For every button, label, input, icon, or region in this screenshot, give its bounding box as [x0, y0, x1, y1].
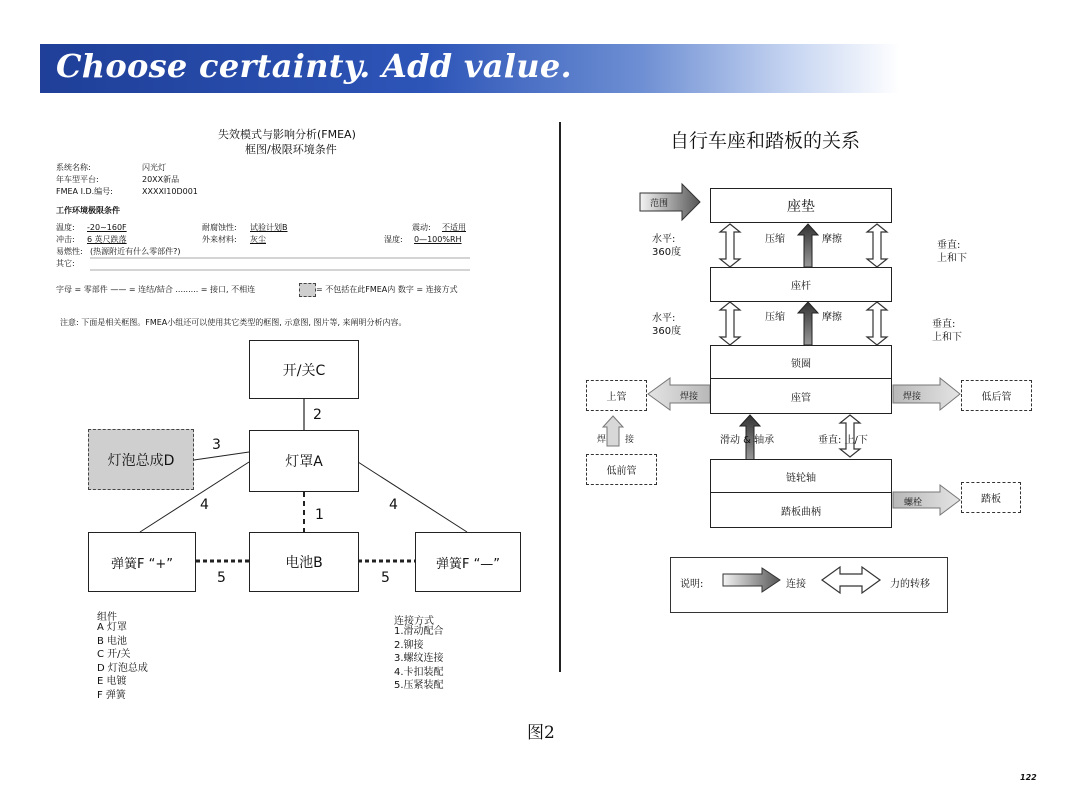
connection-item: 2.铆接	[394, 639, 424, 651]
fmea-id-label: FMEA I.D.编号:	[56, 187, 113, 196]
other-label: 其它:	[56, 259, 75, 268]
block-seatpost: 座杆	[710, 267, 892, 302]
horizontal-label-2b: 360度	[652, 326, 682, 337]
platform-value: 20XX新品	[142, 175, 180, 184]
legend-label: 说明:	[680, 579, 704, 590]
note-text: 注意: 下面是相关框图。FMEA小组还可以使用其它类型的框图, 示意图, 图片等, 来阐明分析内容。	[60, 318, 407, 327]
component-item: A 灯罩	[97, 622, 128, 633]
fmea-title-line1: 失效模式与影响分析(FMEA)	[218, 128, 356, 141]
vibration-label: 震动:	[412, 223, 431, 232]
legend-connect: 连接	[786, 579, 806, 590]
compress-label-1: 压缩	[765, 234, 785, 245]
connections-title: 连接方式	[394, 616, 434, 627]
humidity-value: 0—100%RH	[414, 235, 462, 244]
page-number: 122	[1020, 773, 1037, 782]
component-item: F 弹簧	[97, 689, 126, 701]
foreign-label: 外来材料:	[202, 235, 237, 244]
connection-item: 5.压紧装配	[394, 680, 444, 691]
vertical-label-2b: 上和下	[932, 332, 962, 343]
vertical-label-1b: 上和下	[937, 253, 967, 264]
horizontal-label-1b: 360度	[652, 247, 682, 258]
friction-label-2: 摩擦	[822, 312, 842, 323]
block-pedal: 踏板	[961, 482, 1021, 513]
block-chainstay: 低后管	[961, 380, 1032, 411]
horizontal-label-2a: 水平:	[652, 313, 676, 324]
clamp-label: 范围	[650, 199, 669, 209]
connection-item: 1.滑动配合	[394, 626, 444, 637]
fmea-id-value: XXXXI10D001	[142, 187, 198, 196]
edge-label-5-left: 5	[217, 570, 226, 586]
block-spring-minus: 弹簧F “—”	[415, 532, 521, 592]
horizontal-label-1a: 水平:	[652, 234, 676, 245]
block-switch-c: 开/关C	[249, 340, 359, 399]
impact-label: 冲击:	[56, 235, 75, 244]
edge-label-3: 3	[212, 437, 221, 453]
connection-item: 3.螺纹连接	[394, 653, 444, 664]
thread-label: 螺栓	[904, 498, 923, 508]
weld-label-right: 焊接	[903, 392, 922, 402]
flammability-value: (热源附近有什么零部件?)	[90, 247, 181, 256]
weld-label-down-b: 接	[625, 435, 635, 445]
block-battery-b: 电池B	[249, 532, 359, 592]
vertical-ud-label: 垂直: 上/下	[818, 435, 868, 446]
block-lock-ring: 锁圈	[710, 345, 892, 379]
block-lamp-a: 灯罩A	[249, 430, 359, 492]
corrosion-value: 试验计划B	[250, 223, 288, 232]
edge-label-4-right: 4	[389, 497, 398, 513]
temp-value: -20~160F	[87, 223, 127, 232]
block-top-tube: 上管	[586, 380, 647, 411]
foreign-value: 灰尘	[250, 235, 266, 244]
humidity-label: 湿度:	[384, 235, 403, 244]
temp-label: 温度:	[56, 223, 75, 232]
banner-title: Choose certainty. Add value.	[56, 47, 572, 85]
vertical-label-1a: 垂直:	[937, 240, 961, 251]
friction-label-1: 摩擦	[822, 234, 842, 245]
component-item: D 灯泡总成	[97, 662, 148, 674]
block-seat-tube: 座管	[710, 378, 892, 414]
block-spring-plus: 弹簧F “+”	[88, 532, 196, 592]
edge-label-2: 2	[313, 407, 322, 423]
vibration-value: 不适用	[442, 223, 466, 232]
platform-label: 年车型平台:	[56, 175, 99, 184]
block-bb-axle: 链轮轴	[710, 459, 892, 493]
edge-label-1: 1	[315, 507, 324, 523]
edge-label-4-left: 4	[200, 497, 209, 513]
component-item: B 电池	[97, 635, 128, 647]
component-item: E 电镀	[97, 676, 127, 687]
block-bulb-d: 灯泡总成D	[88, 429, 194, 490]
legend-force: 力的转移	[890, 579, 930, 590]
connection-item: 4.卡扣装配	[394, 666, 444, 678]
fmea-title-line2: 框图/极限环境条件	[245, 143, 337, 156]
block-crank: 踏板曲柄	[710, 492, 892, 528]
vertical-label-2a: 垂直:	[932, 319, 956, 330]
flammability-label: 易燃性:	[56, 247, 83, 256]
component-item: C 开/关	[97, 649, 131, 660]
legend-line-a: 字母 = 零部件 —— = 连结/結合 ......... = 接口, 不相连	[56, 285, 256, 294]
weld-label-left: 焊接	[680, 392, 699, 402]
sys-name-label: 系统名称:	[56, 163, 91, 172]
bike-diagram-title: 自行车座和踏板的关系	[670, 130, 861, 152]
edge-label-5-right: 5	[381, 570, 390, 586]
block-seat: 座垫	[710, 188, 892, 223]
impact-value: 6 英尺跌落	[87, 235, 127, 244]
slide-bearing-label: 滑动 & 轴承	[720, 435, 775, 446]
weld-label-down-a: 焊	[597, 435, 607, 445]
corrosion-label: 耐腐蚀性:	[202, 223, 237, 232]
figure-caption: 图2	[527, 723, 555, 743]
compress-label-2: 压缩	[765, 312, 785, 323]
env-heading: 工作环境极限条件	[56, 206, 120, 215]
sys-name-value: 闪光灯	[142, 163, 166, 172]
block-downtube: 低前管	[586, 454, 657, 485]
legend-line-b: = 不包括在此FMEA内 数字 = 连接方式	[316, 285, 458, 294]
components-title: 组件	[97, 612, 117, 623]
